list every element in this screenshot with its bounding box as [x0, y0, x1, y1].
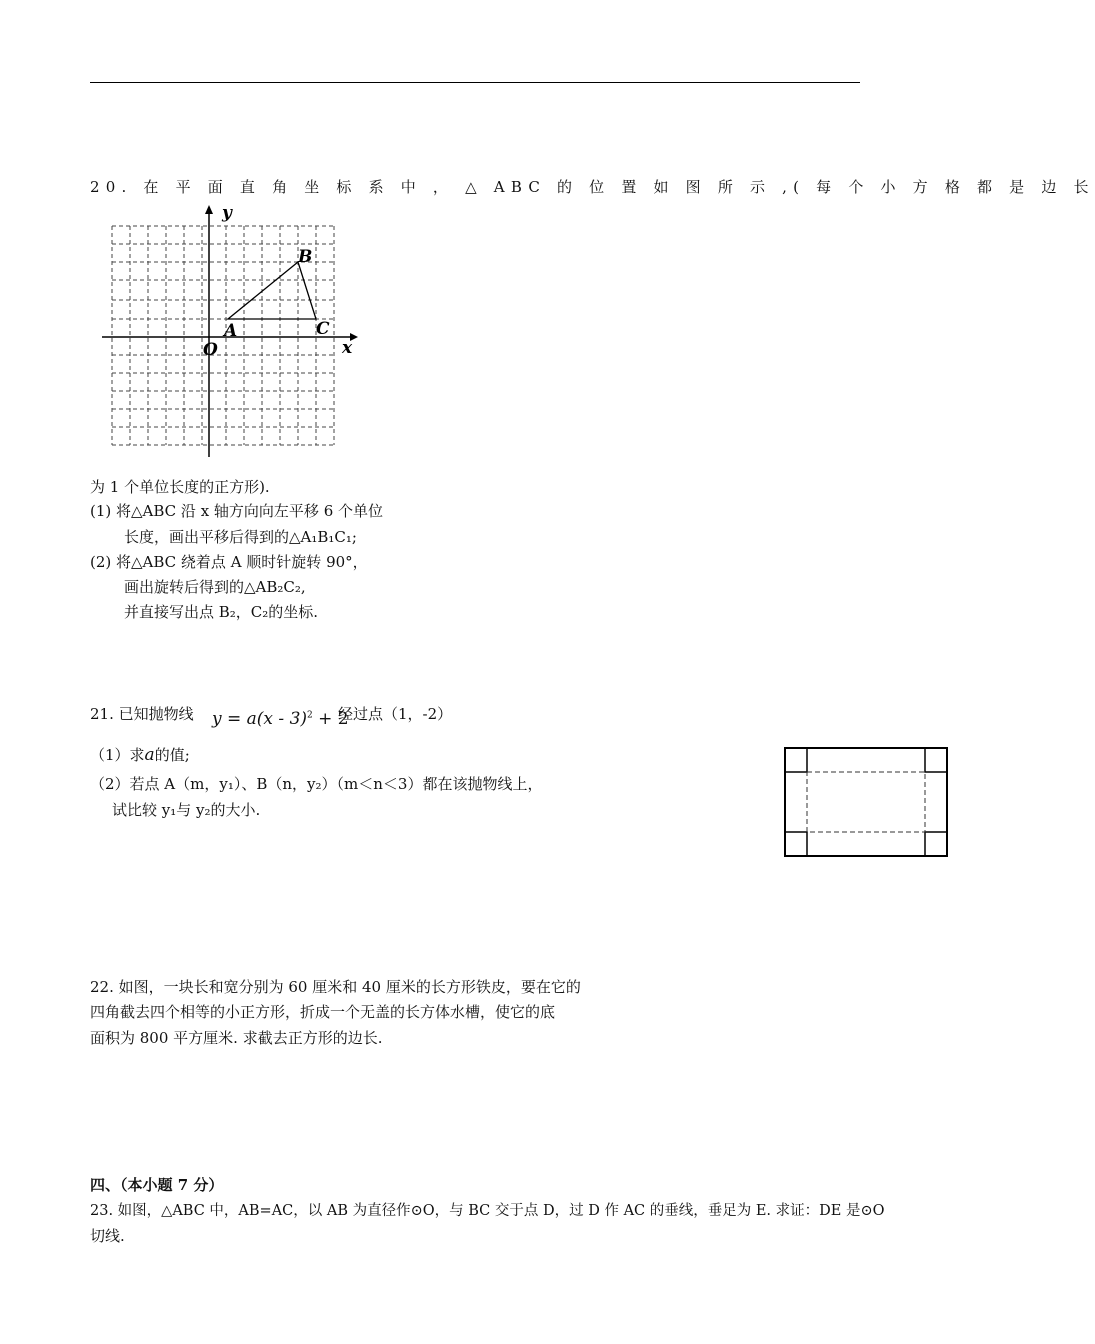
- q21-part2-line2: 试比较 y₁与 y₂的大小.: [112, 801, 261, 819]
- point-b-label: B: [298, 247, 313, 267]
- q21-part2-line1: （2）若点 A（m，y₁）、B（n，y₂）（m＜n＜3）都在该抛物线上，: [90, 775, 543, 793]
- q20-part2-line2: 画出旋转后得到的△AB₂C₂,: [124, 578, 306, 596]
- corner-square-bottom-right: [925, 832, 947, 856]
- sheet-outline: [785, 748, 947, 856]
- corner-square-top-left: [785, 748, 807, 772]
- q20-part2-line1: (2) 将△ABC 绕着点 A 顺时针旋转 90°，: [90, 553, 368, 571]
- q21-formula-main: y = a(x - 3): [212, 709, 308, 729]
- q21-part1-variable: a: [144, 745, 155, 765]
- triangle-abc: [228, 262, 316, 319]
- q23-line2: 切线.: [90, 1227, 125, 1245]
- q20-coordinate-grid-figure: [100, 200, 360, 462]
- origin-label: O: [203, 340, 218, 360]
- corner-square-top-right: [925, 748, 947, 772]
- q20-line2: 为 1 个单位长度的正方形).: [90, 478, 270, 496]
- q21-part1-suffix: 的值;: [154, 746, 190, 764]
- section4-heading: 四、（本小题 7 分）: [90, 1176, 224, 1194]
- fold-lines: [807, 772, 925, 832]
- axis-x-label: x: [342, 338, 353, 358]
- q22-line3: 面积为 800 平方厘米. 求截去正方形的边长.: [90, 1029, 383, 1047]
- q20-part2-line3: 并直接写出点 B₂，C₂的坐标.: [124, 603, 319, 621]
- q20-line1: 20. 在 平 面 直 角 坐 标 系 中 ， △ ABC 的 位 置 如 图 所 示 ,( 每 个 小 方 格 都 是 边 长: [90, 178, 1095, 196]
- axis-y-label: y: [222, 203, 232, 223]
- q21-after: 经过点（1，-2）: [338, 705, 453, 723]
- q22-line2: 四角截去四个相等的小正方形，折成一个无盖的长方体水槽，使它的底: [90, 1003, 556, 1021]
- q22-line1: 22. 如图，一块长和宽分别为 60 厘米和 40 厘米的长方形铁皮，要在它的: [90, 978, 581, 996]
- q21-formula: [212, 709, 349, 729]
- q23-line1: 23. 如图，△ABC 中，AB=AC，以 AB 为直径作⊙O，与 BC 交于点 D，过 D 作 AC 的垂线，垂足为 E. 求证：DE 是⊙O: [90, 1203, 885, 1219]
- q20-part1-line2: 长度，画出平移后得到的△A₁B₁C₁;: [124, 528, 357, 546]
- q21-part1: [90, 744, 190, 765]
- q21-intro: 21. 已知抛物线: [90, 705, 194, 723]
- point-a-label: A: [224, 321, 238, 341]
- q22-sheet-figure: [783, 746, 949, 859]
- header-rule: [90, 82, 860, 83]
- corner-square-bottom-left: [785, 832, 807, 856]
- point-c-label: C: [316, 319, 330, 339]
- q21-formula-tail: + 2: [312, 709, 349, 729]
- q20-part1-line1: (1) 将△ABC 沿 x 轴方向向左平移 6 个单位: [90, 502, 384, 520]
- q21-formula-exponent: 2: [307, 710, 313, 721]
- y-axis-arrow-icon: [205, 205, 213, 214]
- q21-part1-prefix: （1）求: [90, 746, 145, 764]
